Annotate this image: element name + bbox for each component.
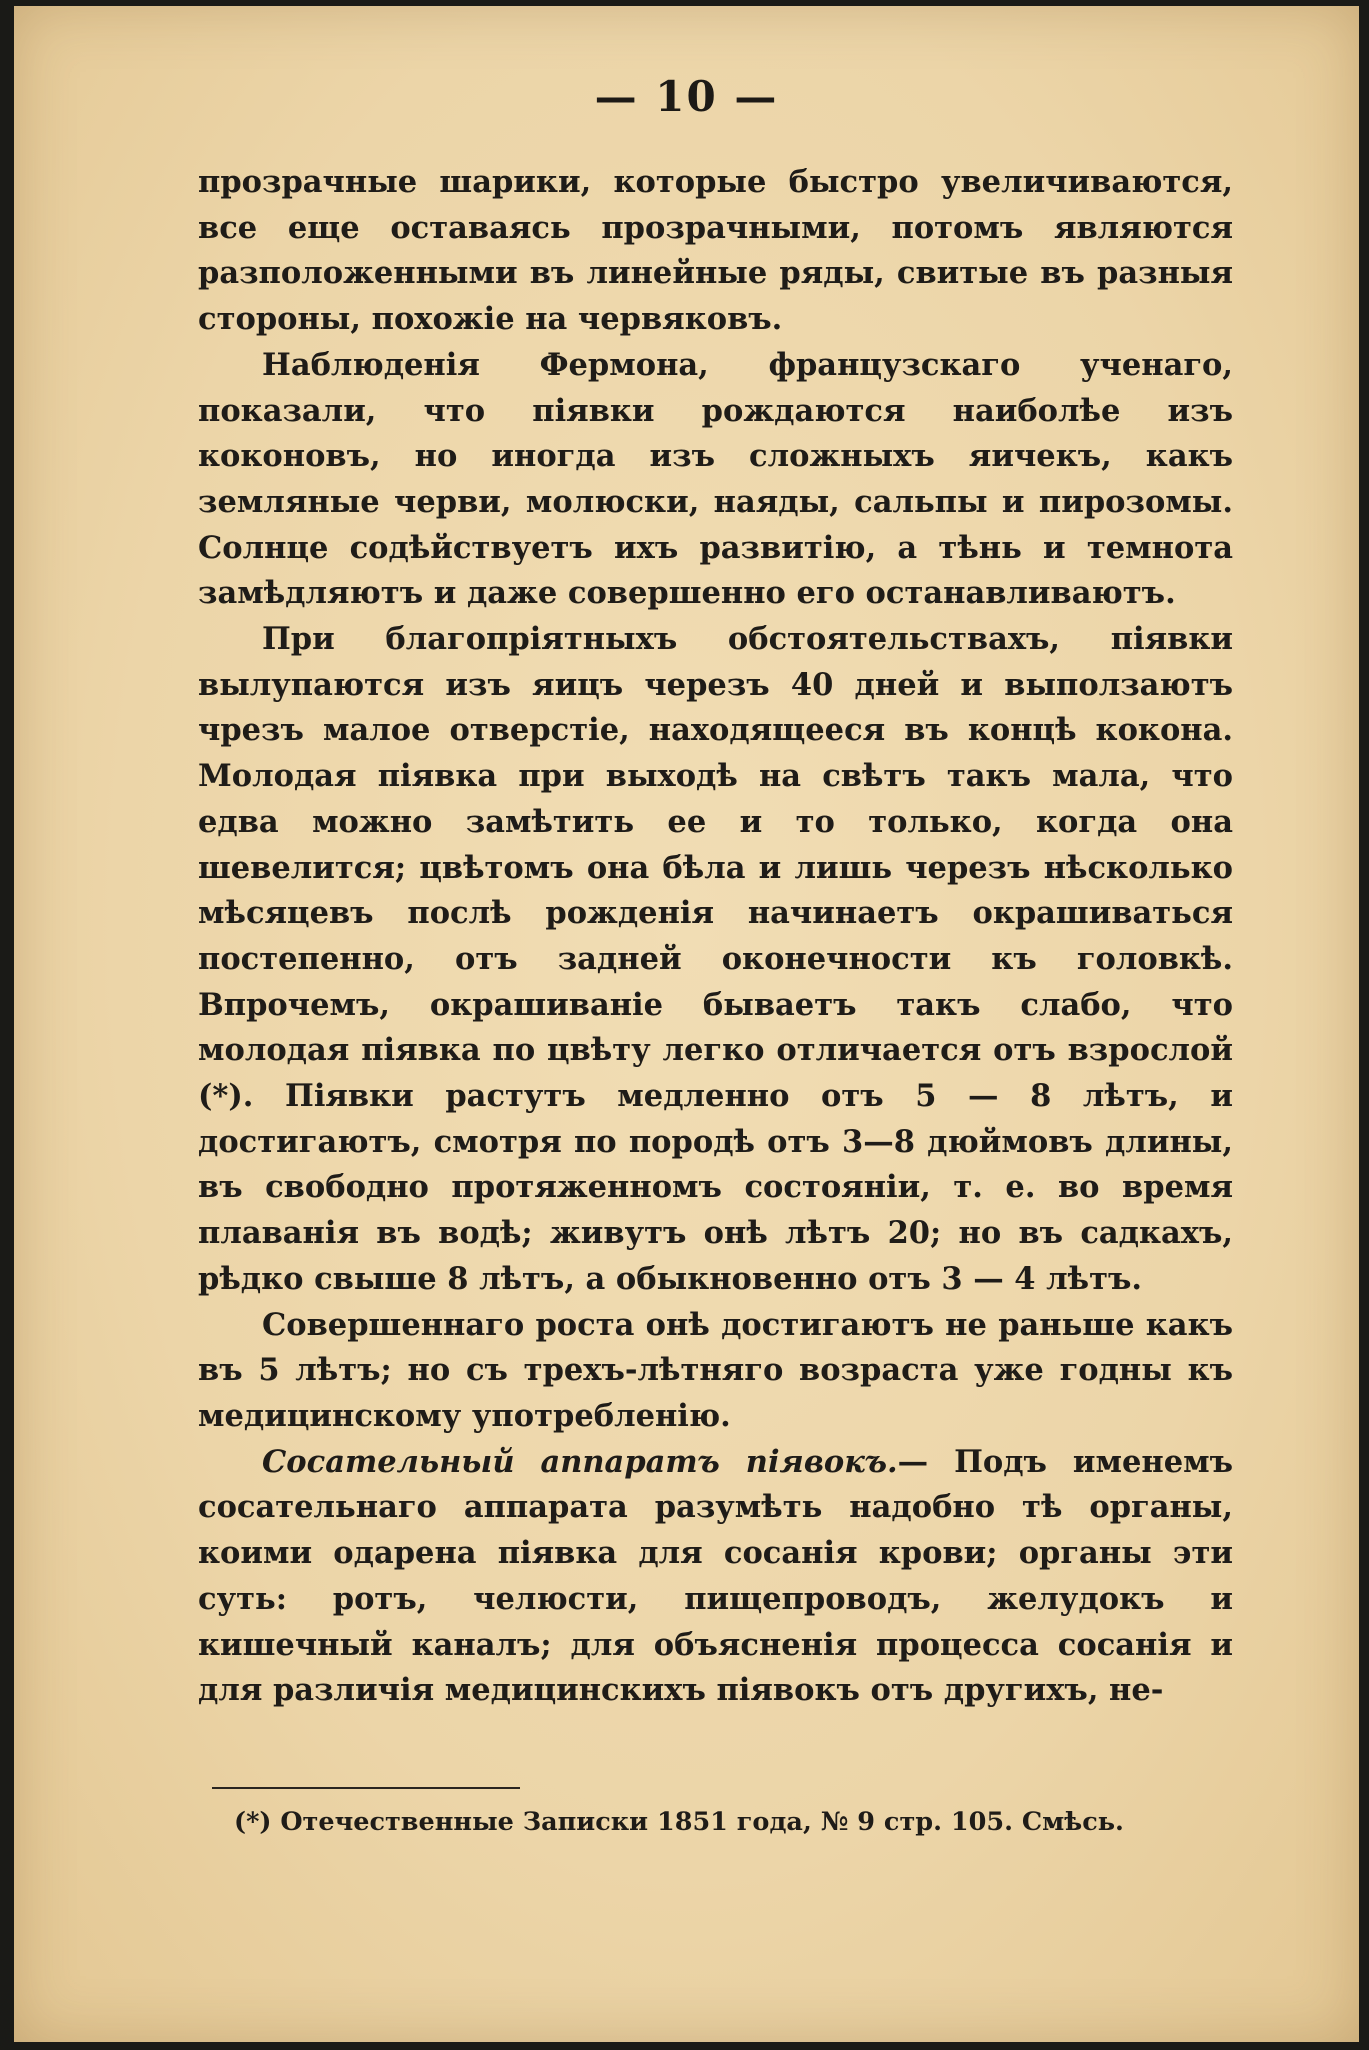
book-page	[14, 6, 1359, 2042]
paragraph-2: Наблюденія Фермона, французскаго ученаго, показали, что піявки рождаются наиболѣе изъ коконовъ, но иногда изъ сложныхъ яичекъ, какъ земляные черви, молюски, наяды, сальпы и пирозомы. Солнце содѣйствуетъ ихъ развитію, а тѣнь и темнота замѣдляютъ и даже совершенно его останавливаютъ.	[198, 346, 1233, 612]
page-number: — 10 —	[594, 72, 779, 121]
paragraph-3: При благопріятныхъ обстоятельствахъ, піявки вылупаются изъ яицъ черезъ 40 дней и выползаютъ чрезъ малое отверстіе, находящееся въ концѣ кокона. Молодая піявка при выходѣ на свѣтъ такъ мала, что едва можно замѣтить ее и то только, когда она шевелится; цвѣтомъ она бѣла и лишь черезъ нѣсколько мѣсяцевъ послѣ рожденія начинаетъ окрашиваться постепенно, отъ задней оконечности къ головкѣ. Впрочемъ, окрашиваніе бываетъ такъ слабо, что молодая піявка по цвѣту легко отличается отъ взрослой (*). Піявки растутъ медленно отъ 5 — 8 лѣтъ, и достигаютъ, смотря по породѣ отъ 3—8 дюймовъ длины, въ свободно протяженномъ состояніи, т. е. во время плаванія въ водѣ; живутъ онѣ лѣтъ 20; но въ садкахъ, рѣдко свыше 8 лѣтъ, а обыкновенно отъ 3 — 4 лѣтъ.	[198, 621, 1233, 1297]
paragraph-4: Совершеннаго роста онѣ достигаютъ не раньше какъ въ 5 лѣтъ; но съ трехъ-лѣтняго возраста уже годны къ медицинскому употребленію.	[198, 1306, 1233, 1434]
footnote-divider	[212, 1787, 520, 1789]
paragraph-1: прозрачные шарики, которые быстро увеличиваются, все еще оставаясь прозрачными, потомъ являются разположенными въ линейные ряды, свитые въ разныя стороны, похожіе на червяковъ.	[198, 164, 1233, 338]
section-heading: Сосательный аппаратъ піявокъ.	[262, 1443, 898, 1480]
paragraph-5-text: — Подъ именемъ сосательнаго аппарата разумѣть надобно тѣ органы, коими одарена піявка для сосанія крови; органы эти суть: ротъ, челюсти, пищепроводъ, желудокъ и кишечный каналъ; для объясненія процесса сосанія и для различія медицинскихъ піявокъ отъ другихъ, не-	[198, 1443, 1234, 1709]
footnote: (*) Отечественные Записки 1851 года, № 9 стр. 105. Смѣсь.	[234, 1807, 1124, 1837]
main-text	[198, 160, 1233, 1714]
paragraph-5	[198, 1440, 1233, 1714]
